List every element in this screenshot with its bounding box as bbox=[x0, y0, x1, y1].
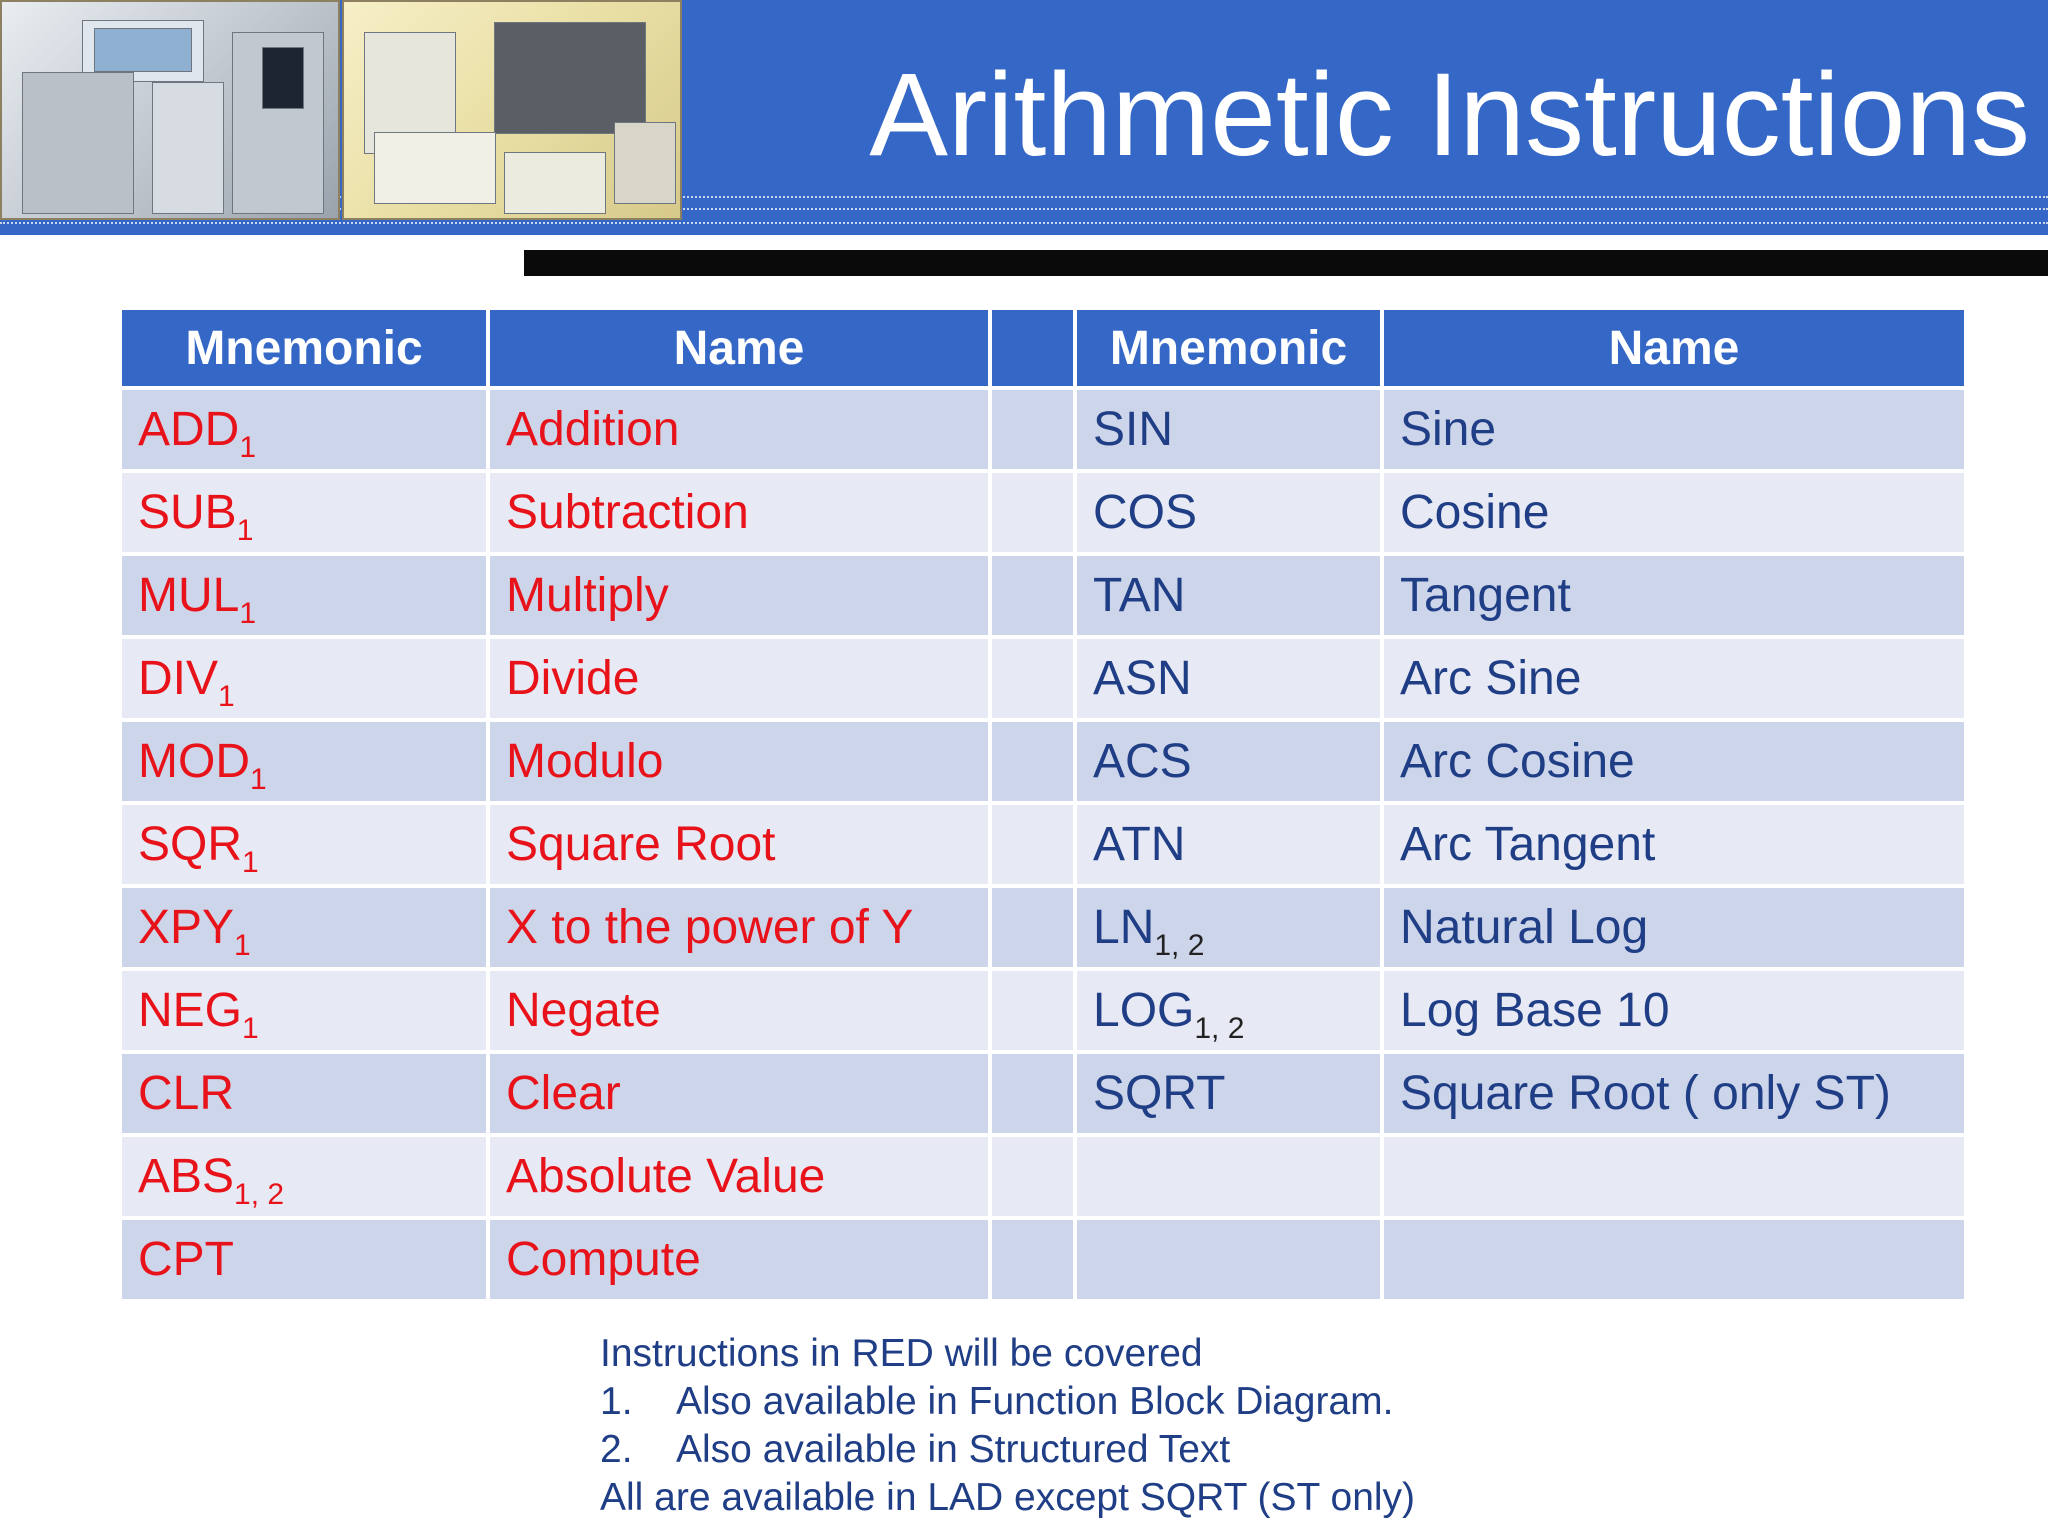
name-cell bbox=[1382, 1218, 1966, 1301]
name-cell: Multiply bbox=[488, 554, 990, 637]
spacer-cell bbox=[990, 720, 1075, 803]
mnemonic-cell: $MUL_1$ bbox=[120, 554, 488, 637]
name-cell: Natural Log bbox=[1382, 886, 1966, 969]
mnemonic-cell: $DIV_1$ bbox=[120, 637, 488, 720]
name-cell: Square Root bbox=[488, 803, 990, 886]
mnemonic-cell: TAN bbox=[1075, 554, 1382, 637]
note-text: Also available in Function Block Diagram. bbox=[676, 1380, 1394, 1423]
spacer-cell bbox=[990, 554, 1075, 637]
footnote-ref: 1 bbox=[234, 929, 251, 962]
note-item bbox=[600, 1426, 1415, 1474]
name-cell: Tangent bbox=[1382, 554, 1966, 637]
mnemonic-cell: SQRT bbox=[1075, 1052, 1382, 1135]
mnemonic-cell: CLR bbox=[120, 1052, 488, 1135]
table-row bbox=[120, 803, 1966, 886]
spacer-cell bbox=[990, 471, 1075, 554]
name-cell: Compute bbox=[488, 1218, 990, 1301]
mnemonic-cell: $ABS_{1, 2}$ bbox=[120, 1135, 488, 1218]
spacer-cell bbox=[990, 388, 1075, 471]
name-cell: Arc Sine bbox=[1382, 637, 1966, 720]
name-cell: Clear bbox=[488, 1052, 990, 1135]
mnemonic-cell: $XPY_1$ bbox=[120, 886, 488, 969]
mnemonic-cell: $ADD_1$ bbox=[120, 388, 488, 471]
footnote-ref: 1 bbox=[249, 763, 267, 796]
name-cell: Arc Tangent bbox=[1382, 803, 1966, 886]
note-line: All are available in LAD except SQRT (ST only) bbox=[600, 1476, 1416, 1519]
table-row bbox=[120, 1052, 1966, 1135]
name-cell: Negate bbox=[488, 969, 990, 1052]
table-row bbox=[120, 388, 1966, 471]
spacer-cell bbox=[990, 886, 1075, 969]
plc-hardware-photo bbox=[0, 0, 340, 220]
mnemonic-cell: ATN bbox=[1075, 803, 1382, 886]
mnemonic-cell bbox=[1075, 1218, 1382, 1301]
name-cell: Modulo bbox=[488, 720, 990, 803]
spacer-cell bbox=[990, 1135, 1075, 1218]
footnote-ref: 1, 2 bbox=[1154, 929, 1205, 962]
page-title: Arithmetic Instructions bbox=[869, 49, 2030, 181]
footnote-ref: 1, 2 bbox=[234, 1178, 285, 1211]
mnemonic-cell: $MOD_1$ bbox=[120, 720, 488, 803]
note-text: Also available in Structured Text bbox=[676, 1428, 1231, 1471]
footnote-ref: 1 bbox=[218, 680, 235, 713]
mnemonic-cell: $NEG_1$ bbox=[120, 969, 488, 1052]
mnemonic-cell: SIN bbox=[1075, 388, 1382, 471]
table-row bbox=[120, 471, 1966, 554]
divider bbox=[0, 222, 2048, 224]
name-cell: Addition bbox=[488, 388, 990, 471]
name-cell: Divide bbox=[488, 637, 990, 720]
table-row bbox=[120, 886, 1966, 969]
table-row bbox=[120, 637, 1966, 720]
table-row bbox=[120, 720, 1966, 803]
name-cell bbox=[1382, 1135, 1966, 1218]
note-item bbox=[600, 1378, 1415, 1426]
spacer-cell bbox=[990, 637, 1075, 720]
mnemonic-cell: $LN_{1, 2}$ bbox=[1075, 886, 1382, 969]
instruction-table bbox=[118, 306, 1968, 1303]
plc-products-photo bbox=[342, 0, 682, 220]
footnote-ref: 1 bbox=[242, 1012, 259, 1045]
spacer-cell bbox=[990, 1052, 1075, 1135]
mnemonic-cell: ASN bbox=[1075, 637, 1382, 720]
footnote-ref: 1 bbox=[239, 597, 257, 630]
mnemonic-cell: CPT bbox=[120, 1218, 488, 1301]
spacer-cell bbox=[990, 803, 1075, 886]
column-header bbox=[990, 308, 1075, 388]
name-cell: Arc Cosine bbox=[1382, 720, 1966, 803]
name-cell: Square Root ( only ST) bbox=[1382, 1052, 1966, 1135]
name-cell: Log Base 10 bbox=[1382, 969, 1966, 1052]
table-row bbox=[120, 554, 1966, 637]
note-number: 2. bbox=[600, 1428, 633, 1471]
column-header: Name bbox=[488, 308, 990, 388]
name-cell: Subtraction bbox=[488, 471, 990, 554]
footnote-ref: 1 bbox=[242, 846, 259, 879]
mnemonic-cell: $SUB_1$ bbox=[120, 471, 488, 554]
name-cell: X to the power of Y bbox=[488, 886, 990, 969]
spacer-cell bbox=[990, 969, 1075, 1052]
mnemonic-cell: $SQR_1$ bbox=[120, 803, 488, 886]
column-header: Name bbox=[1382, 308, 1966, 388]
footnote-ref: 1 bbox=[236, 514, 254, 547]
note-line: Instructions in RED will be covered bbox=[600, 1332, 1203, 1375]
note-number: 1. bbox=[600, 1380, 633, 1423]
table-row bbox=[120, 1135, 1966, 1218]
footnotes bbox=[600, 1330, 1415, 1522]
name-cell: Sine bbox=[1382, 388, 1966, 471]
mnemonic-cell bbox=[1075, 1135, 1382, 1218]
mnemonic-cell: COS bbox=[1075, 471, 1382, 554]
footnote-ref: 1 bbox=[239, 431, 257, 464]
table-header-row bbox=[120, 308, 1966, 388]
table-row bbox=[120, 969, 1966, 1052]
footnote-ref: 1, 2 bbox=[1194, 1012, 1245, 1045]
column-header: Mnemonic bbox=[120, 308, 488, 388]
divider bbox=[524, 250, 2048, 276]
name-cell: Absolute Value bbox=[488, 1135, 990, 1218]
column-header: Mnemonic bbox=[1075, 308, 1382, 388]
mnemonic-cell: ACS bbox=[1075, 720, 1382, 803]
table-row bbox=[120, 1218, 1966, 1301]
mnemonic-cell: $LOG_{1, 2}$ bbox=[1075, 969, 1382, 1052]
spacer-cell bbox=[990, 1218, 1075, 1301]
name-cell: Cosine bbox=[1382, 471, 1966, 554]
